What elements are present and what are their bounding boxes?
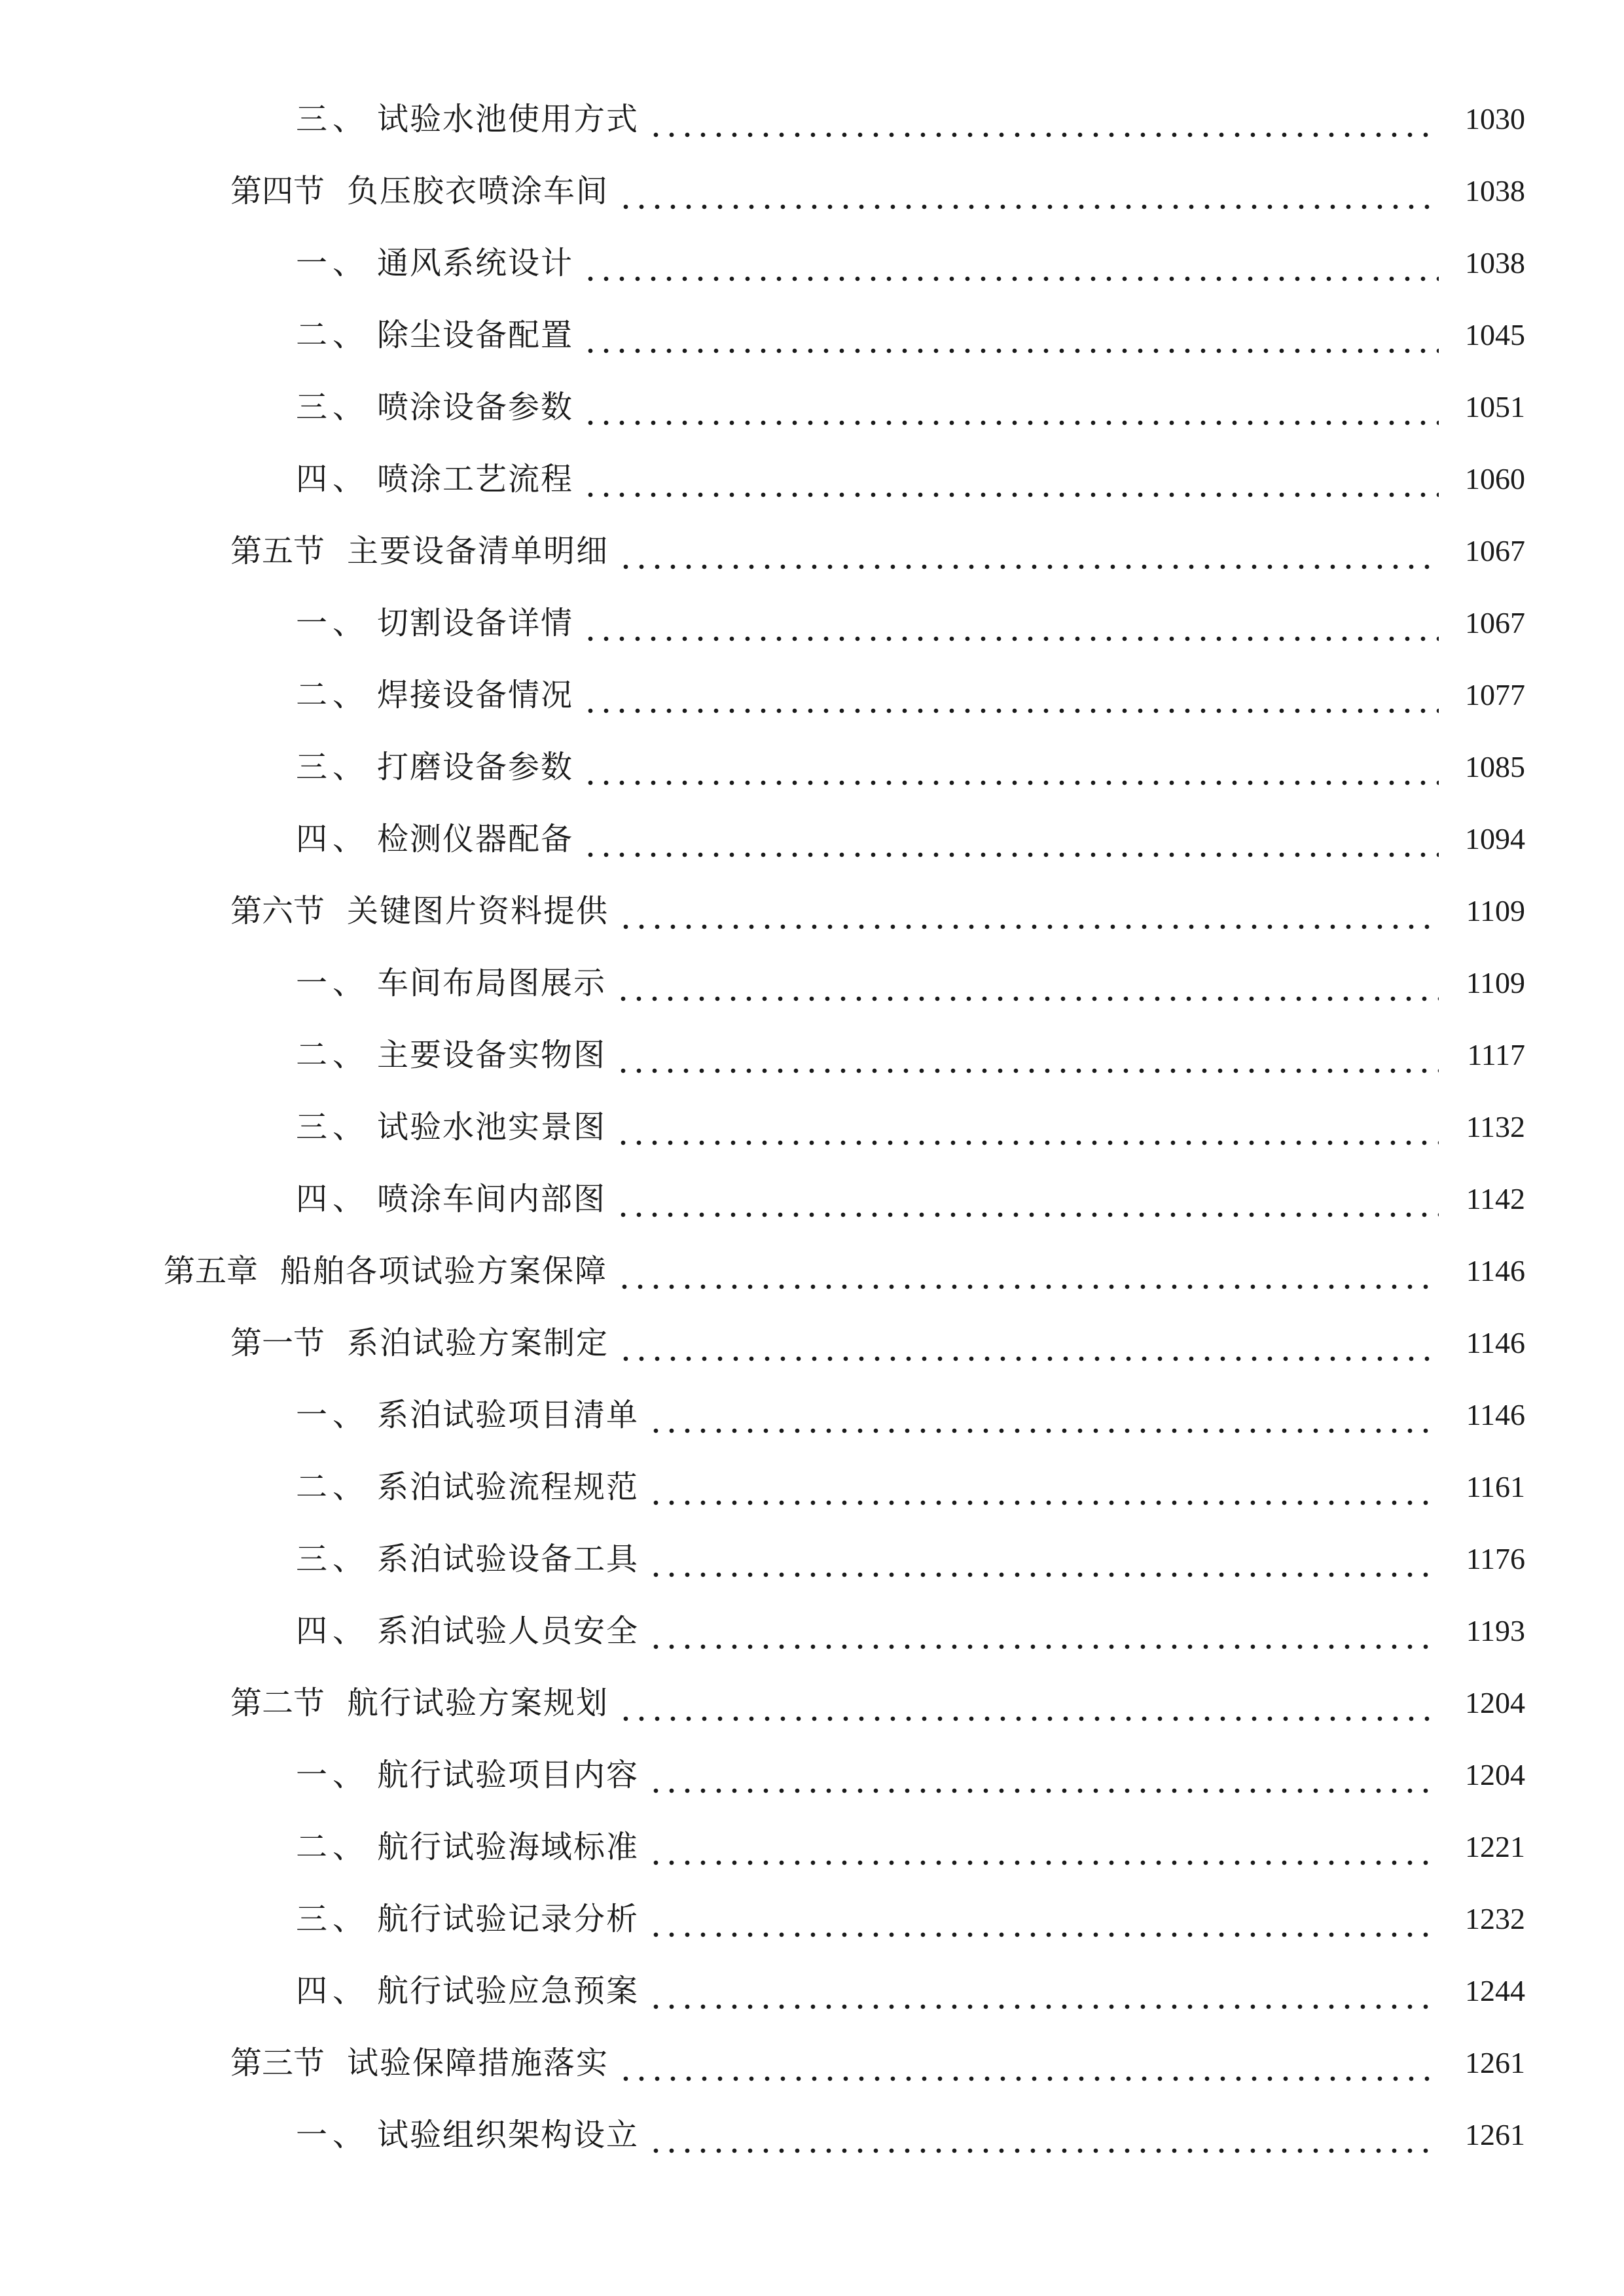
entry-title: 喷涂设备参数 [377, 389, 574, 425]
entry-page-number: 1261 [1465, 2118, 1525, 2151]
entry-title: 航行试验方案规划 [347, 1685, 609, 1721]
dot-leader [615, 1029, 1439, 1081]
dot-leader [617, 1245, 1439, 1297]
entry-page-number: 1085 [1465, 750, 1525, 783]
toc-entry[interactable] [296, 741, 1525, 793]
entry-title: 系泊试验项目清单 [377, 1397, 640, 1433]
entry-title: 焊接设备情况 [377, 677, 574, 713]
entry-title: 关键图片资料提供 [347, 893, 609, 929]
entry-page-number: 1232 [1465, 1902, 1525, 1935]
entry-number: 二、 [296, 677, 370, 713]
entry-page-number: 1109 [1466, 894, 1525, 927]
toc-entry[interactable] [164, 1245, 1525, 1297]
dot-leader [583, 741, 1439, 793]
toc-entry[interactable] [296, 453, 1525, 505]
entry-title: 系泊试验流程规范 [377, 1469, 640, 1505]
toc-entry[interactable] [296, 2109, 1525, 2161]
entry-number: 一、 [296, 965, 370, 1001]
dot-leader [583, 237, 1439, 289]
entry-number: 第五节 [230, 533, 325, 569]
entry-number: 三、 [296, 1901, 370, 1937]
entry-title: 系泊试验人员安全 [377, 1613, 640, 1649]
entry-title: 负压胶衣喷涂车间 [347, 173, 609, 209]
toc-entry[interactable] [296, 381, 1525, 433]
entry-number: 第六节 [230, 893, 325, 929]
entry-page-number: 1193 [1466, 1614, 1525, 1647]
toc-entry[interactable] [230, 1677, 1525, 1729]
entry-page-number: 1204 [1465, 1686, 1525, 1719]
entry-number: 三、 [296, 1109, 370, 1145]
entry-page-number: 1038 [1465, 174, 1525, 207]
entry-number: 四、 [296, 461, 370, 497]
entry-title: 航行试验项目内容 [377, 1757, 640, 1793]
entry-page-number: 1261 [1465, 2046, 1525, 2079]
entry-title: 试验水池实景图 [377, 1109, 607, 1145]
entry-number: 二、 [296, 317, 370, 353]
entry-number: 三、 [296, 749, 370, 785]
dot-leader [648, 1749, 1439, 1801]
toc-entry[interactable] [296, 1821, 1525, 1873]
entry-title: 航行试验海域标准 [377, 1829, 640, 1865]
entry-title: 试验保障措施落实 [347, 2045, 609, 2081]
entry-number: 四、 [296, 1181, 370, 1217]
entry-number: 四、 [296, 1973, 370, 2009]
entry-number: 一、 [296, 1397, 370, 1433]
dot-leader [618, 2037, 1439, 2089]
entry-page-number: 1067 [1465, 534, 1525, 567]
entry-page-number: 1204 [1465, 1758, 1525, 1791]
dot-leader [648, 1893, 1439, 1945]
dot-leader [583, 669, 1439, 721]
entry-page-number: 1045 [1465, 318, 1525, 351]
entry-title: 车间布局图展示 [377, 965, 607, 1001]
entry-page-number: 1051 [1465, 390, 1525, 423]
entry-title: 系泊试验方案制定 [347, 1325, 609, 1361]
entry-page-number: 1221 [1465, 1830, 1525, 1863]
toc-entry[interactable] [296, 1173, 1525, 1225]
entry-page-number: 1244 [1465, 1974, 1525, 2007]
entry-title: 系泊试验设备工具 [377, 1541, 640, 1577]
dot-leader [583, 309, 1439, 361]
toc-entry[interactable] [230, 1317, 1525, 1369]
toc-entry[interactable] [296, 237, 1525, 289]
entry-number: 二、 [296, 1469, 370, 1505]
entry-title: 试验水池使用方式 [377, 101, 640, 137]
entry-page-number: 1030 [1465, 102, 1525, 135]
dot-leader [648, 1605, 1439, 1657]
dot-leader [615, 957, 1439, 1009]
entry-number: 二、 [296, 1829, 370, 1865]
toc-entry[interactable] [296, 597, 1525, 649]
entry-page-number: 1146 [1466, 1326, 1525, 1359]
entry-title: 主要设备实物图 [377, 1037, 607, 1073]
toc-entry[interactable] [296, 1029, 1525, 1081]
dot-leader [648, 1389, 1439, 1441]
entry-title: 航行试验记录分析 [377, 1901, 640, 1937]
dot-leader [615, 1101, 1439, 1153]
toc-entry[interactable] [230, 525, 1525, 577]
entry-title: 喷涂工艺流程 [377, 461, 574, 497]
entry-number: 一、 [296, 2117, 370, 2153]
entry-number: 三、 [296, 389, 370, 425]
entry-page-number: 1109 [1466, 966, 1525, 999]
entry-title: 船舶各项试验方案保障 [280, 1253, 608, 1289]
dot-leader [648, 1533, 1439, 1585]
entry-number: 第五章 [164, 1253, 259, 1289]
toc-entry[interactable] [296, 669, 1525, 721]
entry-page-number: 1077 [1465, 678, 1525, 711]
entry-title: 检测仪器配备 [377, 821, 574, 857]
dot-leader [648, 1461, 1439, 1513]
entry-number: 一、 [296, 605, 370, 641]
entry-page-number: 1142 [1466, 1182, 1525, 1215]
entry-page-number: 1067 [1465, 606, 1525, 639]
dot-leader [618, 525, 1439, 577]
entry-page-number: 1146 [1466, 1254, 1525, 1287]
toc-entry[interactable] [230, 885, 1525, 937]
entry-title: 切割设备详情 [377, 605, 574, 641]
dot-leader [648, 1965, 1439, 2017]
dot-leader [583, 453, 1439, 505]
entry-page-number: 1132 [1466, 1110, 1525, 1143]
toc-entry[interactable] [296, 1461, 1525, 1513]
toc-entry[interactable] [296, 1389, 1525, 1441]
entry-number: 四、 [296, 1613, 370, 1649]
dot-leader [583, 381, 1439, 433]
dot-leader [618, 165, 1439, 217]
entry-number: 第四节 [230, 173, 325, 209]
toc-entry[interactable] [230, 2037, 1525, 2089]
dot-leader [583, 597, 1439, 649]
dot-leader [648, 2109, 1439, 2161]
entry-title: 通风系统设计 [377, 245, 574, 281]
dot-leader [618, 1677, 1439, 1729]
entry-title: 打磨设备参数 [377, 749, 574, 785]
dot-leader [648, 93, 1439, 145]
dot-leader [648, 1821, 1439, 1873]
dot-leader [618, 1317, 1439, 1369]
entry-number: 一、 [296, 245, 370, 281]
toc-entry[interactable] [296, 1533, 1525, 1585]
dot-leader [583, 813, 1439, 865]
toc-entry[interactable] [296, 957, 1525, 1009]
entry-number: 三、 [296, 1541, 370, 1577]
toc-entry[interactable] [296, 813, 1525, 865]
entry-number: 四、 [296, 821, 370, 857]
entry-title: 主要设备清单明细 [347, 533, 609, 569]
entry-title: 航行试验应急预案 [377, 1973, 640, 2009]
entry-page-number: 1161 [1466, 1470, 1525, 1503]
entry-page-number: 1176 [1466, 1542, 1525, 1575]
entry-page-number: 1094 [1465, 822, 1525, 855]
dot-leader [618, 885, 1439, 937]
entry-page-number: 1060 [1465, 462, 1525, 495]
entry-number: 三、 [296, 101, 370, 137]
entry-number: 第二节 [230, 1685, 325, 1721]
toc-entry[interactable] [296, 1749, 1525, 1801]
dot-leader [615, 1173, 1439, 1225]
entry-title: 试验组织架构设立 [377, 2117, 640, 2153]
entry-page-number: 1038 [1465, 246, 1525, 279]
entry-page-number: 1117 [1467, 1038, 1525, 1071]
entry-number: 一、 [296, 1757, 370, 1793]
toc-entry[interactable] [296, 1893, 1525, 1945]
entry-number: 二、 [296, 1037, 370, 1073]
entry-number: 第一节 [230, 1325, 325, 1361]
toc-entry[interactable] [230, 165, 1525, 217]
entry-page-number: 1146 [1466, 1398, 1525, 1431]
entry-number: 第三节 [230, 2045, 325, 2081]
toc-entry[interactable] [296, 1101, 1525, 1153]
toc-entry[interactable] [296, 93, 1525, 145]
toc-entry[interactable] [296, 1965, 1525, 2017]
toc-entry[interactable] [296, 309, 1525, 361]
entry-title: 除尘设备配置 [377, 317, 574, 353]
toc-entry[interactable] [296, 1605, 1525, 1657]
entry-title: 喷涂车间内部图 [377, 1181, 607, 1217]
